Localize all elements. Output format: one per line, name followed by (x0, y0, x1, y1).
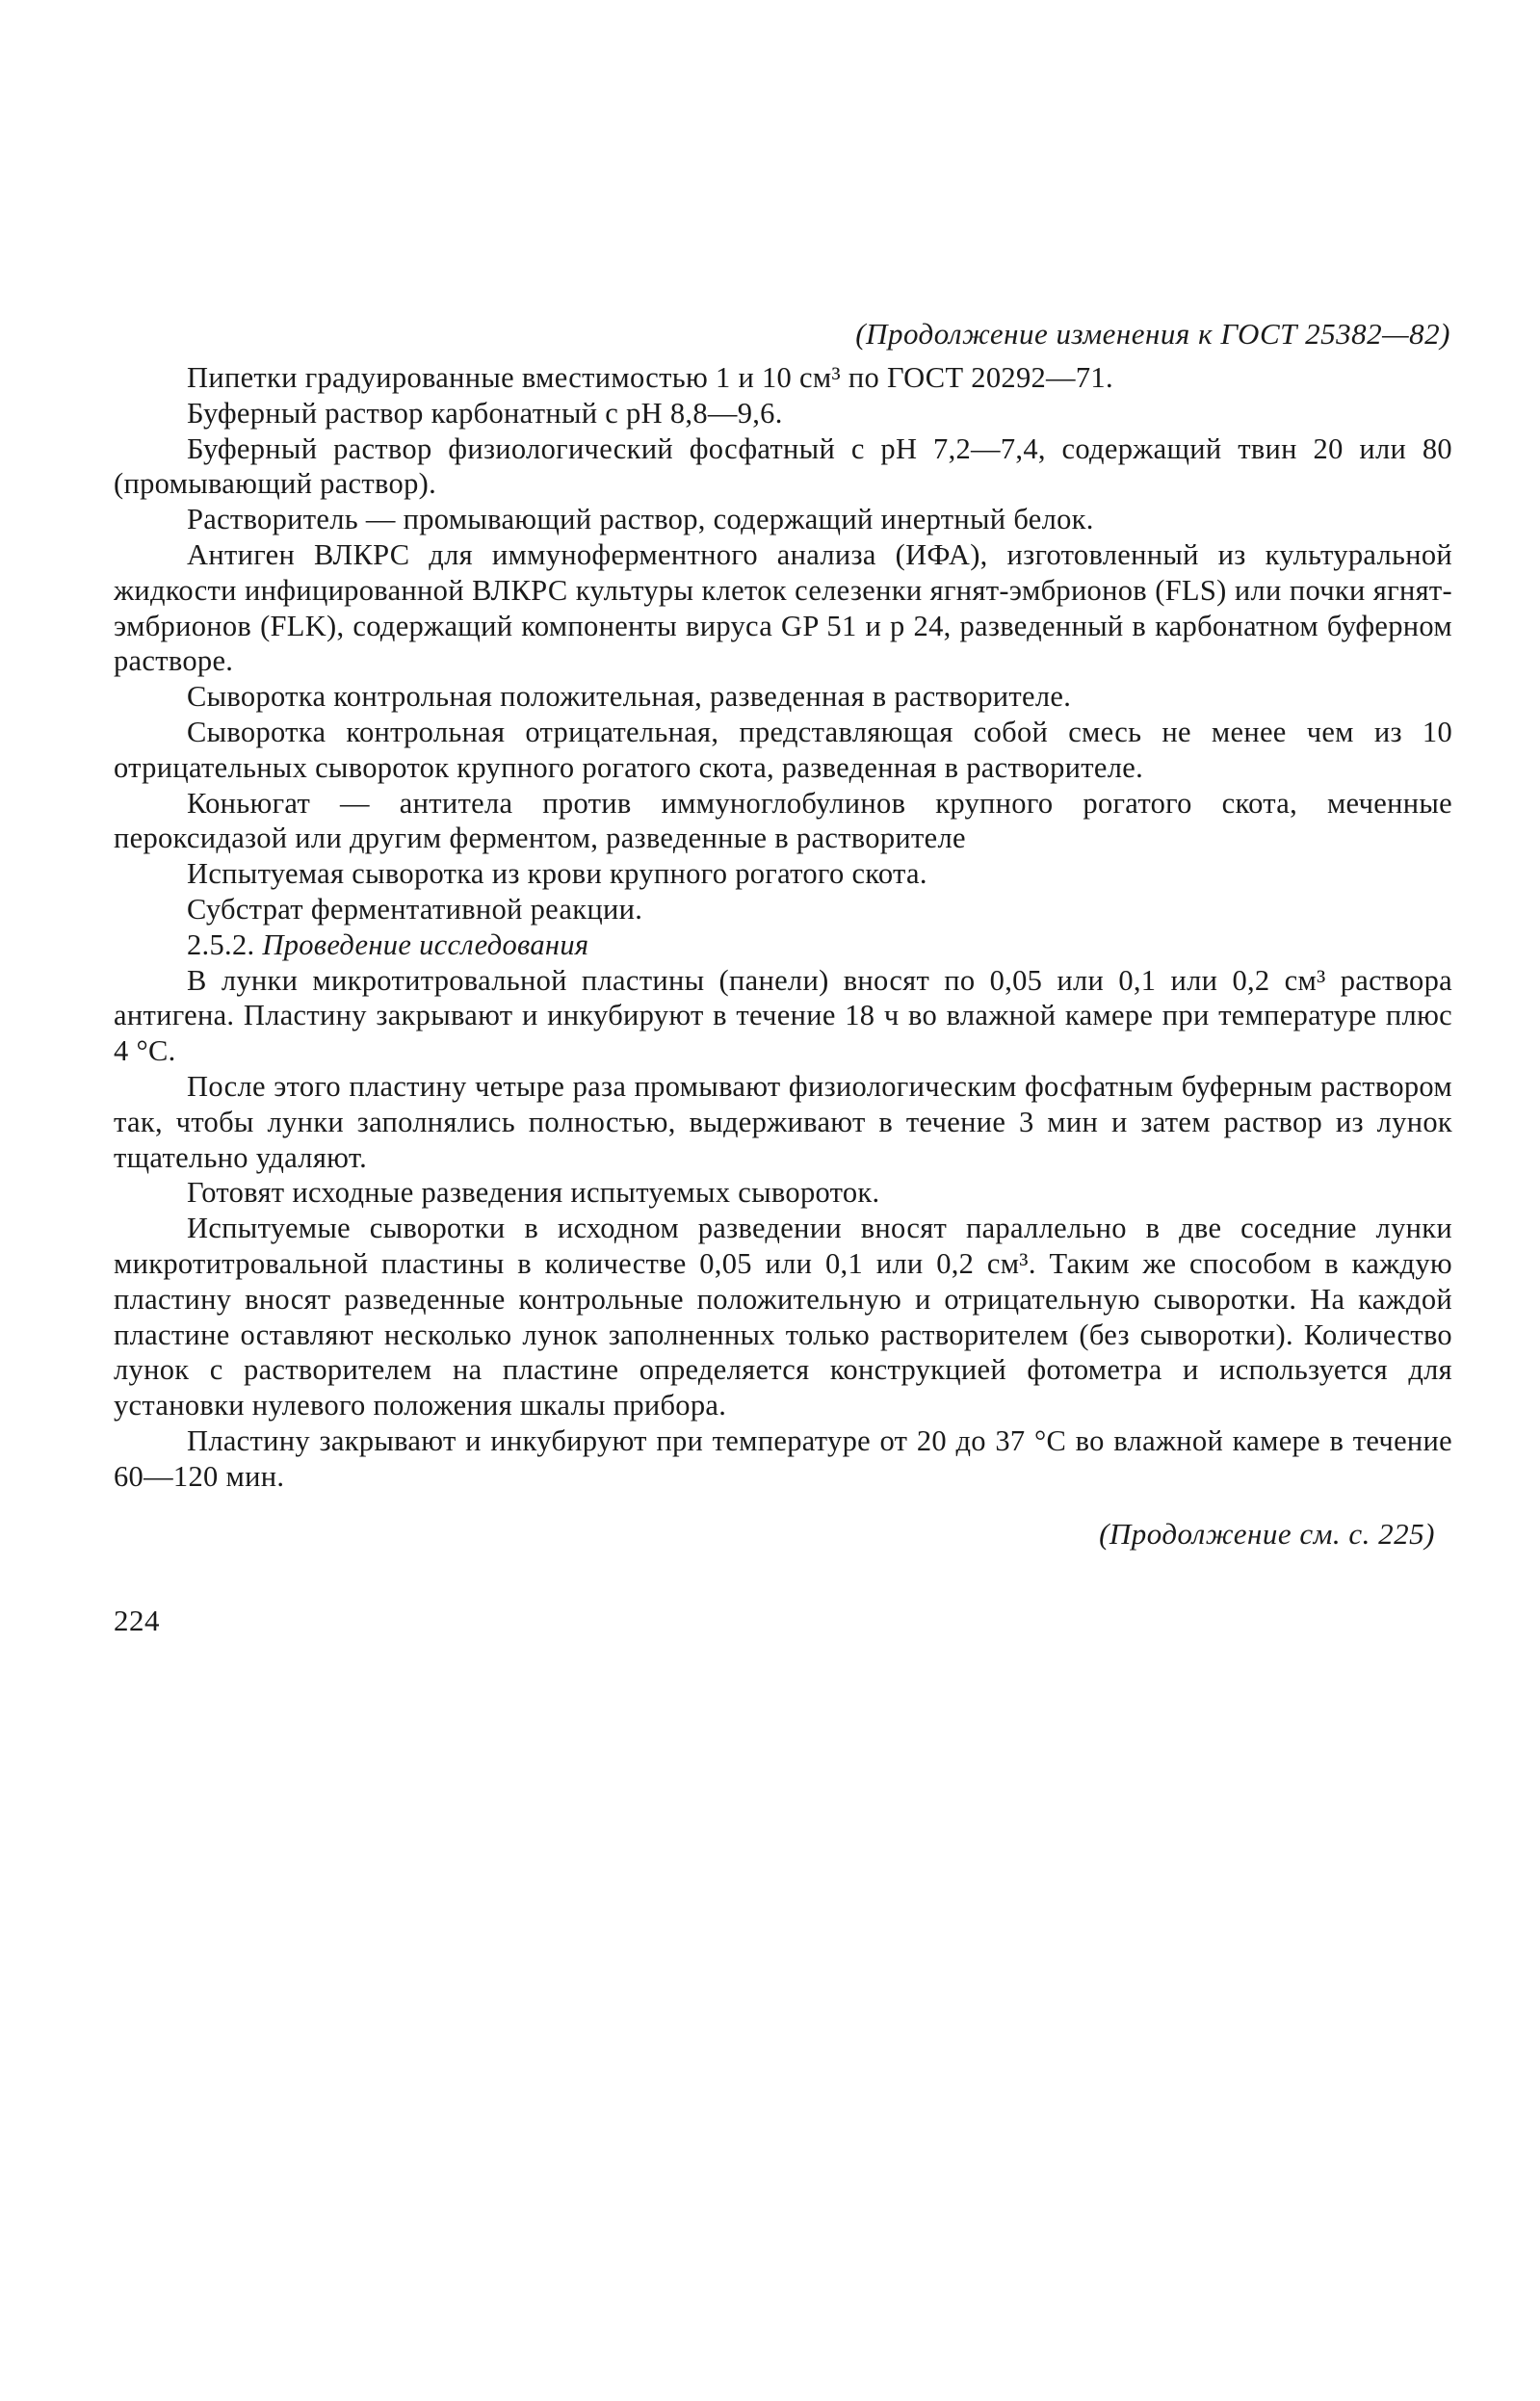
paragraph-phosphate-buffer: Буферный раствор физиологический фосфатный с рН 7,2—7,4, содержащий твин 20 или 80 (промывающий раствор). (114, 431, 1452, 501)
document-body (114, 360, 1452, 1495)
document-page (114, 316, 1452, 1639)
paragraph-positive-serum: Сыворотка контрольная положительная, разведенная в растворителе. (187, 680, 1072, 714)
paragraph-carbonate-buffer: Буферный раствор карбонатный с рН 8,8—9,6. (187, 396, 783, 430)
paragraph-substrate: Субстрат ферментативной реакции. (187, 892, 643, 926)
paragraph-antigen-application: В лунки микротитровальной пластины (панели) вносят по 0,05 или 0,1 или 0,2 см³ раствора антигена. Пластину закрывают и инкубируют в течение 18 ч во влажной камере при температуре плюс 4 °С. (114, 963, 1452, 1068)
paragraph-incubation: Пластину закрывают и инкубируют при температуре от 20 до 37 °С во влажной камере в течение 60—120 мин. (114, 1423, 1452, 1493)
page-number: 224 (114, 1603, 160, 1637)
section-heading (114, 927, 1452, 963)
paragraph-antigen: Антиген ВЛКРС для иммуноферментного анализа (ИФА), изготовленный из культуральной жидкости инфицированной ВЛКРС культуры клеток селезенки ягнят-эмбрионов (FLS) или почки ягнят-эмбрионов (FLK), содержащий компоненты вируса GP 51 и р 24, разведенный в карбонатном буферном растворе. (114, 537, 1452, 678)
section-title: Проведение исследования (262, 927, 589, 961)
paragraph-serum-application: Испытуемые сыворотки в исходном разведении вносят параллельно в две соседние лунки микротитровальной пластины в количестве 0,05 или 0,1 или 0,2 см³. Таким же способом в каждую пластину вносят разведенные контрольные положительную и отрицательную сыворотки. На каждой пластине оставляют несколько лунок заполненных только растворителем (без сыворотки). Количество лунок с растворителем на пластине определяется конструкцией фотометра и используется для установки нулевого положения шкалы прибора. (114, 1212, 1452, 1422)
paragraph-conjugate: Коньюгат — антитела против иммуноглобулинов крупного рогатого скота, меченные пероксидазой или другим ферментом, разведенные в растворителе (114, 786, 1452, 855)
paragraph-washing: После этого пластину четыре раза промывают физиологическим фосфатным буферным раствором так, чтобы лунки заполнялись полностью, выдерживают в течение 3 мин и затем раствор из лунок тщательно удаляют. (114, 1069, 1452, 1174)
paragraph-test-serum: Испытуемая сыворотка из крови крупного рогатого скота. (187, 857, 927, 891)
paragraph-solvent: Растворитель — промывающий раствор, содержащий инертный белок. (187, 503, 1094, 536)
footer-continuation-note: (Продолжение см. с. 225) (1099, 1516, 1435, 1551)
paragraph-negative-serum: Сыворотка контрольная отрицательная, представляющая собой смесь не менее чем из 10 отрицательных сывороток крупного рогатого скота, разведенная в растворителе. (114, 715, 1452, 784)
paragraph-dilutions: Готовят исходные разведения испытуемых сывороток. (187, 1176, 880, 1210)
paragraph-pipettes: Пипетки градуированные вместимостью 1 и 10 см³ по ГОСТ 20292—71. (187, 361, 1113, 394)
section-number: 2.5.2. (187, 927, 255, 961)
header-continuation-note: (Продолжение изменения к ГОСТ 25382—82) (855, 317, 1450, 351)
